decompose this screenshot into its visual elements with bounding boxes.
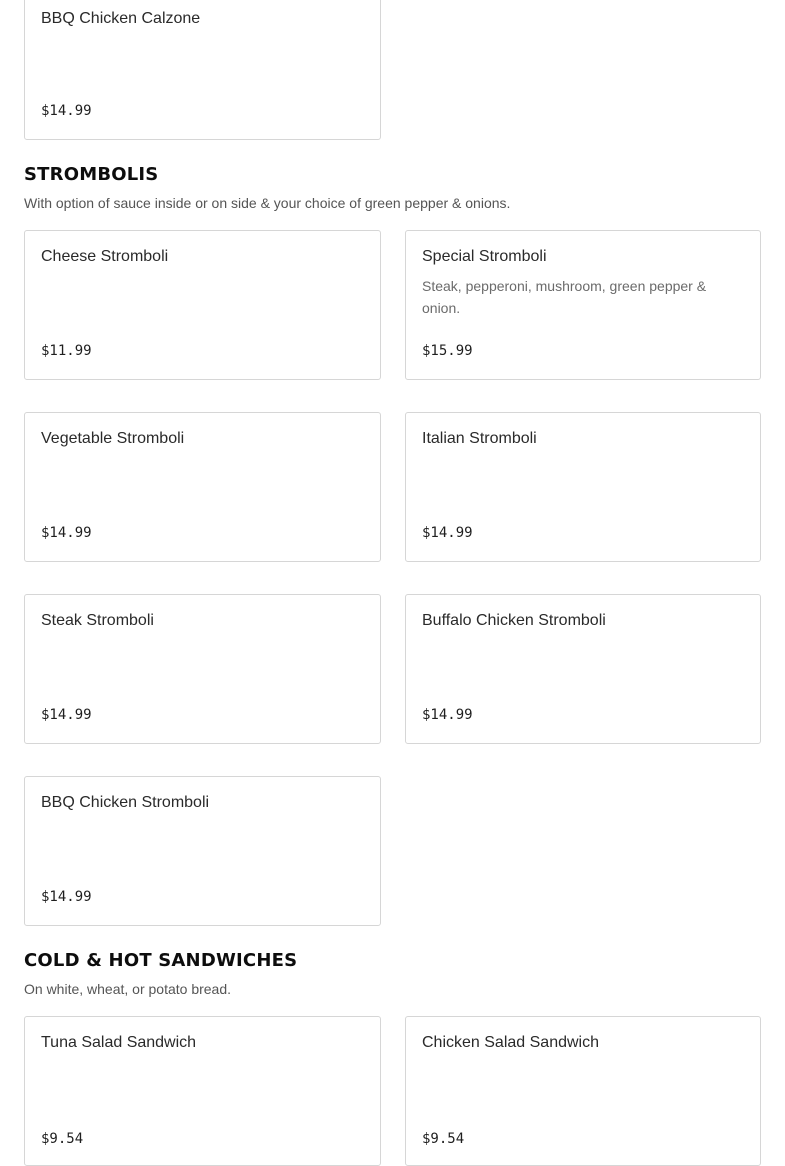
menu-item-card[interactable]	[24, 1016, 381, 1166]
menu-item-price: $11.99	[41, 343, 92, 359]
section-subtitle-sandwiches: On white, wheat, or potato bread.	[24, 981, 232, 997]
menu-item-name: Tuna Salad Sandwich	[41, 1034, 197, 1051]
menu-item-price: $14.99	[41, 103, 92, 119]
menu-item-name: BBQ Chicken Calzone	[41, 10, 201, 27]
menu-item-card[interactable]	[24, 594, 381, 744]
menu-item-price: $15.99	[422, 343, 473, 359]
menu-item-name: Special Stromboli	[422, 248, 547, 265]
section-title-sandwiches: COLD & HOT SANDWICHES	[24, 950, 298, 971]
menu-item-name: Italian Stromboli	[422, 430, 537, 447]
menu-item-card[interactable]	[405, 594, 761, 744]
menu-item-card[interactable]	[24, 230, 381, 380]
menu-item-price: $14.99	[422, 525, 473, 541]
menu-item-price: $14.99	[41, 707, 92, 723]
menu-item-name: Steak Stromboli	[41, 612, 154, 629]
menu-item-name: Buffalo Chicken Stromboli	[422, 612, 606, 629]
menu-item-card[interactable]	[24, 776, 381, 926]
menu-item-name: Vegetable Stromboli	[41, 430, 185, 447]
menu-item-price: $9.54	[422, 1131, 465, 1147]
menu-item-card[interactable]	[24, 412, 381, 562]
menu-item-card[interactable]	[405, 230, 761, 380]
menu-item-card[interactable]	[405, 1016, 761, 1166]
menu-item-price: $14.99	[422, 707, 473, 723]
menu-item-price: $14.99	[41, 525, 92, 541]
menu-item-description: Steak, pepperoni, mushroom, green pepper & onion.	[422, 278, 707, 316]
section-title-strombolis: STROMBOLIS	[24, 164, 159, 185]
section-subtitle-strombolis: With option of sauce inside or on side & your choice of green pepper & onions.	[24, 195, 511, 211]
menu-item-price: $9.54	[41, 1131, 84, 1147]
menu-item-name: Chicken Salad Sandwich	[422, 1034, 599, 1051]
menu-item-name: BBQ Chicken Stromboli	[41, 794, 210, 811]
menu-item-card[interactable]	[405, 412, 761, 562]
menu-item-name: Cheese Stromboli	[41, 248, 169, 265]
menu-item-card[interactable]	[24, 0, 381, 140]
menu-item-price: $14.99	[41, 889, 92, 905]
